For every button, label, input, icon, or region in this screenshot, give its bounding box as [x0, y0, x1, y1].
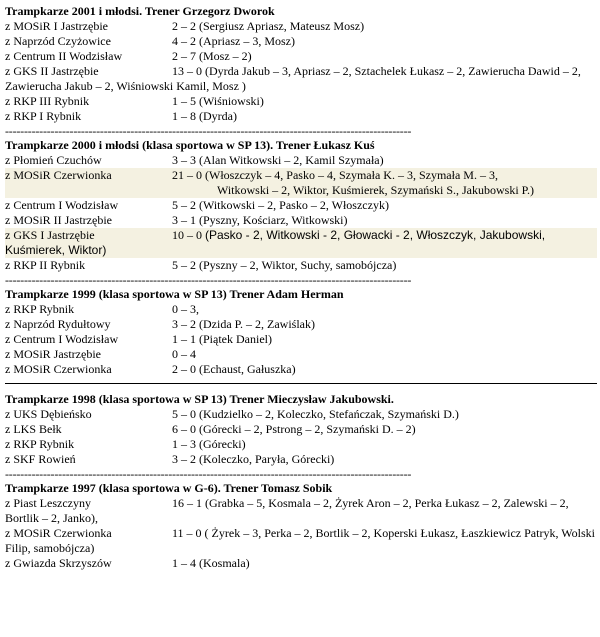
match-row	[5, 198, 597, 213]
match-result: 6 – 0 (Górecki – 2, Pstrong – 2, Szymański D. – 2)	[172, 422, 416, 436]
team-name: z Gwiazda Skrzyszów	[5, 556, 112, 570]
team-name: z GKS I Jastrzębie	[5, 228, 95, 242]
team-name: z Płomień Czuchów	[5, 153, 102, 167]
dashed-separator: -----------------------------------------------------------------------------------------------------------	[5, 273, 412, 287]
match-result: 16 – 1 (Grabka – 5, Kosmala – 2, Żyrek Aron – 2, Perka Łukasz – 2, Zalewski – 2, Bortlik – 2, Janko),	[5, 496, 569, 525]
match-result: 4 – 2 (Apriasz – 3, Mosz)	[172, 34, 295, 48]
match-result: 2 – 7 (Mosz – 2)	[172, 49, 252, 63]
match-result-continued: Witkowski – 2, Wiktor, Kuśmierek, Szymański S., Jakubowski P.)	[217, 183, 534, 197]
team-name: z MOSiR Czerwionka	[5, 362, 112, 376]
team-name: z RKP Rybnik	[5, 437, 75, 451]
match-result: 1 – 4 (Kosmala)	[172, 556, 250, 570]
match-result: 2 – 0 (Echaust, Gałuszka)	[172, 362, 296, 376]
match-result: 1 – 3 (Górecki)	[172, 437, 246, 451]
section-title: Trampkarze 1998 (klasa sportowa w SP 13) Trener Mieczysław Jakubowski.	[5, 392, 394, 406]
match-row	[5, 64, 597, 94]
match-row	[5, 422, 597, 437]
section-title: Trampkarze 1999 (klasa sportowa w SP 13) Trener Adam Herman	[5, 287, 344, 301]
team-name: z SKF Rowień	[5, 452, 76, 466]
match-result: 3 – 1 (Pyszny, Kościarz, Witkowski)	[172, 213, 348, 227]
team-name: z Naprzód Rydułtowy	[5, 317, 111, 331]
match-result: 1 – 5 (Wiśniowski)	[172, 94, 264, 108]
match-result: 5 – 0 (Kudzielko – 2, Koleczko, Stefańczak, Szymański D.)	[172, 407, 459, 421]
match-row	[5, 34, 597, 49]
team-name: z MOSiR Czerwionka	[5, 526, 112, 540]
match-row	[5, 332, 597, 347]
match-result: 3 – 3 (Alan Witkowski – 2, Kamil Szymała)	[172, 153, 384, 167]
match-result: 5 – 2 (Witkowski – 2, Pasko – 2, Włoszczyk)	[172, 198, 389, 212]
match-result: 2 – 2 (Sergiusz Apriasz, Mateusz Mosz)	[172, 19, 365, 33]
match-result: 21 – 0 (Włoszczyk – 4, Pasko – 4, Szymała K. – 3, Szymała M. – 3,	[172, 168, 498, 182]
dashed-separator: -----------------------------------------------------------------------------------------------------------	[5, 124, 412, 138]
team-name: z Naprzód Czyżowice	[5, 34, 111, 48]
match-row	[5, 317, 597, 332]
scorers: (Pasko - 2, Witkowski - 2, Głowacki - 2, Włoszczyk, Jakubowski, Kuśmierek, Wiktor)	[5, 228, 546, 257]
section-title: Trampkarze 2000 i młodsi (klasa sportowa w SP 13). Trener Łukasz Kuś	[5, 138, 375, 152]
match-row-highlighted	[5, 168, 597, 198]
match-row	[5, 213, 597, 228]
team-name: z RKP II Rybnik	[5, 258, 86, 272]
section-1997	[5, 481, 597, 571]
match-row	[5, 153, 597, 168]
score: 10 – 0	[172, 228, 205, 242]
match-result: 1 – 8 (Dyrda)	[172, 109, 237, 123]
match-row	[5, 258, 597, 273]
match-row	[5, 49, 597, 64]
match-result: 0 – 4	[172, 347, 196, 361]
match-result: 13 – 0 (Dyrda Jakub – 3, Apriasz – 2, Sztachelek Łukasz – 2, Zawierucha Dawid – 2, Zawierucha Jakub – 2, Wiśniowski Kamil, Mosz )	[5, 64, 581, 93]
team-name: z MOSiR Jastrzębie	[5, 347, 101, 361]
section-1999	[5, 287, 597, 385]
section-title: Trampkarze 2001 i młodsi. Trener Grzegorz Dworok	[5, 4, 275, 18]
team-name: z RKP I Rybnik	[5, 109, 82, 123]
match-row	[5, 452, 597, 467]
team-name: z Centrum II Wodzisław	[5, 49, 123, 63]
team-name: z GKS II Jastrzębie	[5, 64, 99, 78]
match-result: 1 – 1 (Piątek Daniel)	[172, 332, 272, 346]
section-title: Trampkarze 1997 (klasa sportowa w G-6). Trener Tomasz Sobik	[5, 481, 333, 495]
match-row	[5, 496, 597, 526]
match-row	[5, 437, 597, 452]
horizontal-rule	[5, 383, 597, 385]
match-result: 3 – 2 (Dzida P. – 2, Zawiślak)	[172, 317, 315, 331]
match-result: 5 – 2 (Pyszny – 2, Wiktor, Suchy, samobójcza)	[172, 258, 397, 272]
team-name: z MOSiR I Jastrzębie	[5, 19, 108, 33]
match-result: 3 – 2 (Koleczko, Paryła, Górecki)	[172, 452, 335, 466]
match-row	[5, 109, 597, 124]
team-name: z MOSiR Czerwionka	[5, 168, 112, 182]
team-name: z RKP III Rybnik	[5, 94, 90, 108]
match-row	[5, 362, 597, 377]
match-result: 0 – 3,	[172, 302, 199, 316]
team-name: z MOSiR II Jastrzębie	[5, 213, 112, 227]
match-row	[5, 347, 597, 362]
match-row	[5, 556, 597, 571]
team-name: z UKS Dębieńsko	[5, 407, 92, 421]
match-row	[5, 94, 597, 109]
team-name: z Piast Leszczyny	[5, 496, 91, 510]
section-2001	[5, 4, 597, 138]
match-row	[5, 407, 597, 422]
team-name: z Centrum I Wodzisław	[5, 332, 119, 346]
section-2000	[5, 138, 597, 287]
match-row	[5, 19, 597, 34]
match-result: 11 – 0 ( Żyrek – 3, Perka – 2, Bortlik – 2, Koperski Łukasz, Łaszkiewicz Patryk, Wolski Filip, samobójcza)	[5, 526, 595, 555]
team-name: z LKS Bełk	[5, 422, 62, 436]
match-row	[5, 302, 597, 317]
team-name: z Centrum I Wodzisław	[5, 198, 119, 212]
dashed-separator: -----------------------------------------------------------------------------------------------------------	[5, 467, 412, 481]
match-row-highlighted	[5, 228, 597, 258]
team-name: z RKP Rybnik	[5, 302, 75, 316]
section-1998	[5, 392, 597, 481]
match-row	[5, 526, 597, 556]
